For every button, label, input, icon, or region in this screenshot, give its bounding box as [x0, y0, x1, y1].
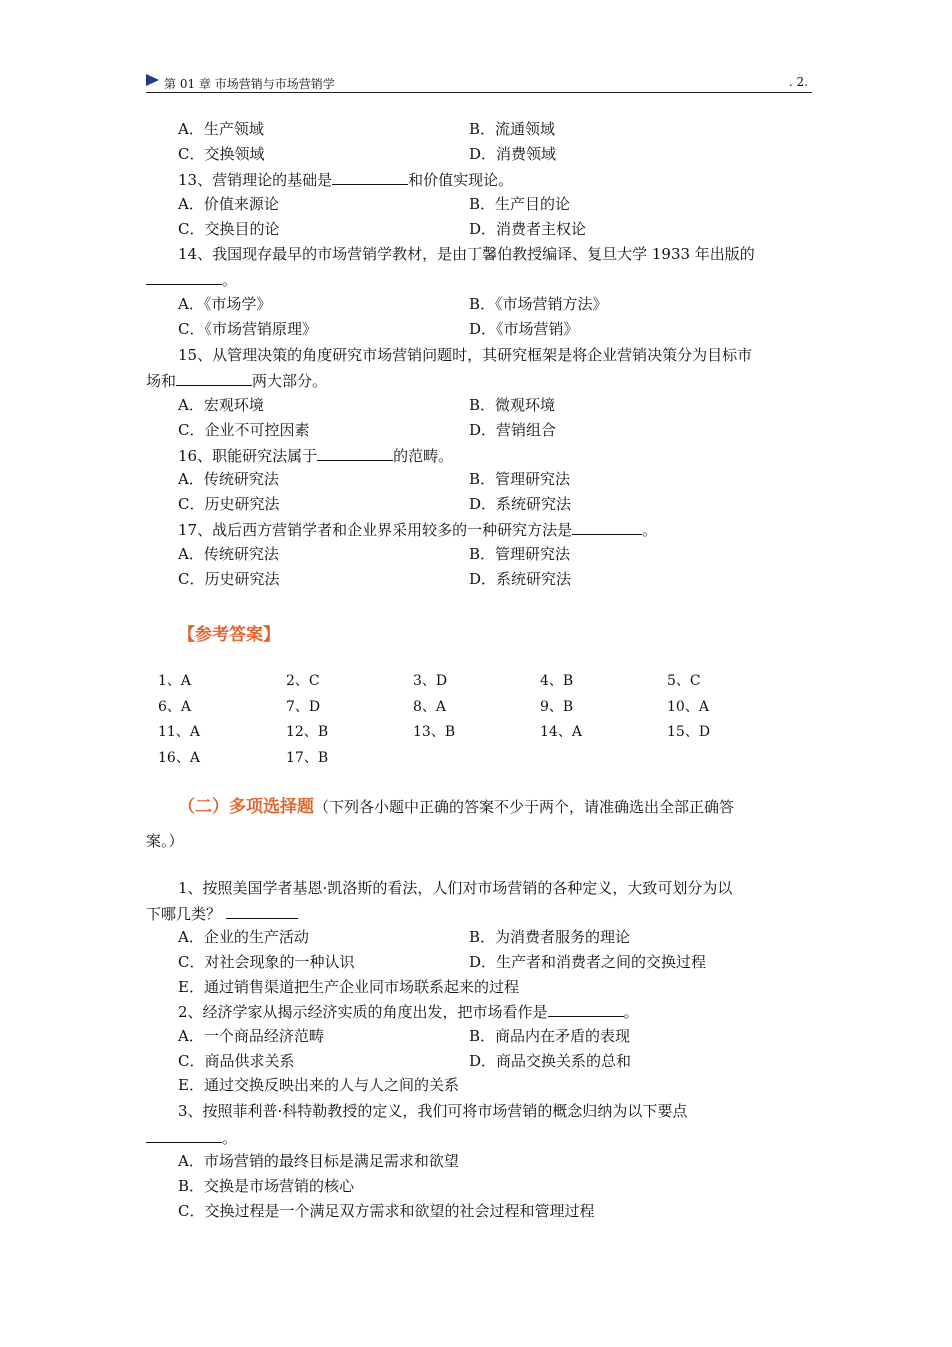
mq3-stem-line1: 3、按照菲利普·科特勒教授的定义，我们可将市场营销的概念归纳为以下要点 — [178, 1102, 688, 1120]
answer-item: 7、D — [286, 699, 321, 715]
answers-heading: 【参考答案】 — [178, 625, 280, 645]
q15-option-c: C．企业不可控因素 — [178, 421, 310, 439]
answer-item: 11、A — [158, 724, 200, 740]
q12-option-a: A．生产领域 — [178, 120, 264, 138]
mq1-option-e: E．通过销售渠道把生产企业同市场联系起来的过程 — [178, 978, 519, 996]
q13-option-c: C．交换目的论 — [178, 220, 280, 238]
q14-option-c: C．《市场营销原理》 — [178, 320, 317, 338]
q16-option-d: D．系统研究法 — [469, 495, 572, 513]
q17-option-b: B．管理研究法 — [469, 545, 571, 563]
answer-blank — [317, 444, 393, 461]
mq1-stem-line1: 1、按照美国学者基恩·凯洛斯的看法，人们对市场营销的各种定义，大致可划分为以 — [178, 879, 733, 897]
q12-option-b: B．流通领域 — [469, 120, 556, 138]
q14-option-b: B．《市场营销方法》 — [469, 295, 608, 313]
answer-blank — [332, 168, 408, 185]
answer-item: 3、D — [413, 673, 448, 689]
answer-item: 2、C — [286, 673, 320, 689]
answer-blank — [176, 369, 252, 386]
q14-option-d: D．《市场营销》 — [469, 320, 579, 338]
answer-blank — [146, 1126, 222, 1143]
answer-item: 12、B — [286, 724, 329, 740]
q15-option-b: B．微观环境 — [469, 396, 556, 414]
q17-option-d: D．系统研究法 — [469, 570, 572, 588]
mq2-option-c: C．商品供求关系 — [178, 1052, 295, 1070]
q15-option-d: D．营销组合 — [469, 421, 557, 439]
q12-option-d: D．消费领域 — [469, 145, 557, 163]
q13-stem: 13、营销理论的基础是 和价值实现论。 — [178, 168, 513, 192]
answer-item: 6、A — [158, 699, 192, 715]
q17-stem: 17、战后西方营销学者和企业界采用较多的一种研究方法是 。 — [178, 518, 657, 542]
section2-title: （二）多项选择题 — [178, 797, 314, 817]
q15-stem-line1: 15、从管理决策的角度研究市场营销问题时，其研究框架是将企业营销决策分为目标市 — [178, 346, 753, 364]
page-header — [146, 72, 812, 93]
mq2-stem: 2、经济学家从揭示经济实质的角度出发，把市场看作是 。 — [178, 1000, 639, 1024]
mq2-option-e: E．通过交换反映出来的人与人之间的关系 — [178, 1076, 459, 1094]
q12-option-c: C．交换领域 — [178, 145, 265, 163]
q13-option-b: B．生产目的论 — [469, 195, 571, 213]
mq2-option-b: B．商品内在矛盾的表现 — [469, 1027, 631, 1045]
q13-option-d: D．消费者主权论 — [469, 220, 587, 238]
answer-item: 4、B — [540, 673, 574, 689]
q14-stem-line2: 。 — [146, 268, 237, 292]
answer-blank — [572, 518, 642, 535]
answer-item: 17、B — [286, 750, 329, 766]
mq1-option-c: C．对社会现象的一种认识 — [178, 953, 355, 971]
mq3-option-a: A．市场营销的最终目标是满足需求和欲望 — [178, 1152, 459, 1170]
answer-item: 8、A — [413, 699, 447, 715]
section2-desc: （下列各小题中正确的答案不少于两个，请准确选出全部正确答 — [314, 798, 735, 816]
chapter-title: 第 01 章 市场营销与市场营销学 — [164, 77, 335, 91]
page-number: . 2. — [788, 75, 808, 89]
answer-item: 15、D — [667, 724, 711, 740]
answer-item: 1、A — [158, 673, 192, 689]
answer-blank — [226, 902, 298, 919]
answer-item: 9、B — [540, 699, 574, 715]
mq2-option-d: D．商品交换关系的总和 — [469, 1052, 632, 1070]
q14-stem-line1: 14、我国现存最早的市场营销学教材，是由丁馨伯教授编译、复旦大学 1933 年出版的 — [178, 245, 755, 263]
mq3-stem-line2: 。 — [146, 1126, 237, 1150]
q15-stem-line2: 场和 两大部分。 — [146, 369, 327, 393]
q13-option-a: A．价值来源论 — [178, 195, 279, 213]
mq3-option-b: B．交换是市场营销的核心 — [178, 1177, 355, 1195]
mq1-option-a: A．企业的生产活动 — [178, 928, 309, 946]
q15-option-a: A．宏观环境 — [178, 396, 264, 414]
q17-option-a: A．传统研究法 — [178, 545, 279, 563]
mq2-option-a: A．一个商品经济范畴 — [178, 1027, 324, 1045]
q17-option-c: C．历史研究法 — [178, 570, 280, 588]
answer-blank — [146, 268, 222, 285]
answer-item: 13、B — [413, 724, 456, 740]
answer-item: 16、A — [158, 750, 200, 766]
q16-option-a: A．传统研究法 — [178, 470, 279, 488]
answer-item: 14、A — [540, 724, 582, 740]
answer-item: 5、C — [667, 673, 701, 689]
mq1-option-b: B．为消费者服务的理论 — [469, 928, 631, 946]
q16-option-c: C．历史研究法 — [178, 495, 280, 513]
q16-stem: 16、职能研究法属于 的范畴。 — [178, 444, 453, 468]
section2-desc-cont: 案。） — [146, 832, 184, 850]
mq1-stem-line2: 下哪几类？ — [146, 902, 298, 926]
section2-heading-line — [178, 796, 734, 820]
mq3-option-c: C．交换过程是一个满足双方需求和欲望的社会过程和管理过程 — [178, 1202, 595, 1220]
answer-item: 10、A — [667, 699, 709, 715]
answer-blank — [548, 1000, 624, 1017]
q14-option-a: A．《市场学》 — [178, 295, 272, 313]
mq1-option-d: D．生产者和消费者之间的交换过程 — [469, 953, 707, 971]
q16-option-b: B．管理研究法 — [469, 470, 571, 488]
play-arrow-icon — [146, 74, 159, 86]
